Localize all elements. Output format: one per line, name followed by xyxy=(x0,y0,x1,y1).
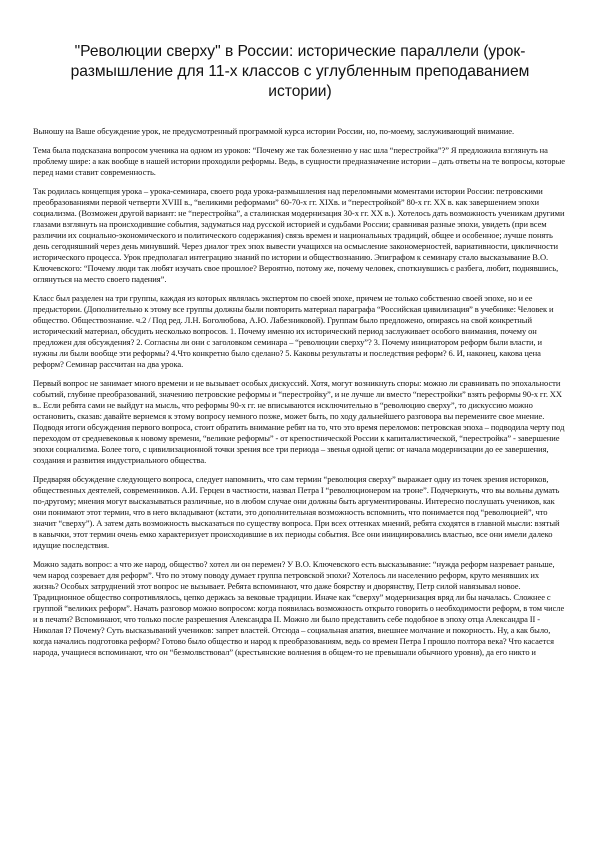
paragraph-5: Первый вопрос не занимает много времени и не вызывает особых дискуссий. Хотя, могут возникнуть споры: можно ли сравнивать по эпохальности событий, глубине преобразований, значению петровские реформы и “перестройку”, и не лучше ли вместо “перестройки” взять реформы 90-х гг. XX в.. Если ребята сами не выйдут на мысль, что реформы 90-х гг. не вписываются исключительно в “революцию сверху”, то дискуссию можно остановить, сказав: давайте вернемся к этому вопросу немного позже, может быть, по ходу дальнейшего разговора вы перемените свое мнение. Подводя итоги обсуждения первого вопроса, стоит обратить внимание ребят на то, что это время переломов: петровская эпоха – подводила черту под переходом от средневековья к новому времени, “великие реформы” - от крепостнической России к капиталистической, “перестройка” - завершение эпохи социализма. Более того, с цивилизационной точки зрения все три периода – звенья одной цепи: от начала модернизации до ее завершения, создания и развития индустриального общества. xyxy=(33,378,565,465)
paragraph-4: Класс был разделен на три группы, каждая из которых являлась экспертом по своей эпохе, причем не только собственно своей эпохе, но и ее предыстории. (Дополнительно к этому все группы должны были повторить материал параграфа “Российская цивилизация” в учебнике: Человек и общество. Обществознание. ч.2 / Под ред. Л.Н. Боголюбова, А.Ю. Лабезниковой). Группам было предложено, опираясь на свой конкретный исторический материал, обсудить несколько вопросов. 1. Почему именно их исторический период заслуживает особого внимания, почему он предложен для обсуждения? 2. Согласны ли они с заголовком семинара – “революции сверху”? 3. Почему инициатором реформ были власти, и нужны ли были вообще эти реформы? 4.Что конкретно было сделано? 5. Каковы результаты и последствия реформ? 6. И, наконец, какова цена реформ? Семинар рассчитан на два урока. xyxy=(33,293,554,369)
paragraph-1: Выношу на Ваше обсуждение урок, не предусмотренный программой курса истории России, но, по-моему, заслуживающий внимание. xyxy=(33,126,515,136)
paragraph-3: Так родилась концепция урока – урока-семинара, своего рода урока-размышления над переломными моментами истории России: петровскими преобразованиями первой четверти XVIII в., “великими реформами” 60-70-х гг. XIXв. и “перестройкой” 80-х гг. XX в. как завершением эпохи социализма. (Возможен другой вариант: не “перестройка”, а сталинская модернизация 30-х гг. XX в.). Хотелось дать возможность ученикам другими глазами взглянуть на происходившие события, задуматься над русской историей и судьбами России; сравнивая разные эпохи, увидеть (при всем различии их социально-экономического и политического содержания) связь времен и национальных традиций, общее и особенное; лучше понять день сегодняшний через день минувший. Через диалог трех эпох вывести учащихся на осмысление закономерностей, вариативности, цикличности исторического процесса. Урок предполагал интеграцию знаний по истории и обществознанию. Эпиграфом к семинару стало высказывание В.О. Ключевского: “Почему люди так любят изучать свое прошлое? Вероятно, потому же, почему человек, споткнувшись с разбега, любит, поднявшись, оглянуться на место своего падения”. xyxy=(33,186,565,284)
paragraph-6: Предваряя обсуждение следующего вопроса, следует напомнить, что сам термин “революция сверху” выражает одну из точек зрения историков, общественных деятелей, современников. А.И. Герцен в частности, назвал Петра I “революционером на троне”. Подчеркнуть, что вы вольны думать по-другому; мнения могут высказываться различные, но в любом случае они должны быть аргументированы. Интересно послушать учеников, как они понимают этот термин, что в него вкладывают (кстати, это дополнительная возможность вспомнить, что понимается под “революцией”, что значит “сверху”). А затем дать возможность высказаться по существу вопроса. При всех оттенках мнений, ребята сходятся в главной мысли: взятый в кавычки, этот термин очень емко характеризует происходившие в их периоды события. Все они инициировались властью, все они имели далеко идущие последствия. xyxy=(33,474,560,550)
document-title: "Революции сверху" в России: исторические параллели (урок-размышление для 11-х классов с углубленным преподаванием истории) xyxy=(70,43,530,100)
paragraph-2: Тема была подсказана вопросом ученика на одном из уроков: “Почему же так болезненно у нас шла “перестройка”?” Я предложила взглянуть на проблему шире: а как вообще в нашей истории проходили реформы. Ведь, в сущности предназначение истории – дать ответы на те вопросы, которые перед нами ставит современность. xyxy=(33,145,566,177)
paragraph-7: Можно задать вопрос: а что же народ, общество? хотел ли он перемен? У В.О. Ключевского есть высказывание: “нужда реформ назревает раньше, чем народ созревает для реформ”. Что по этому поводу думает группа петровской эпохи? Хотелось ли населению реформ, круто менявших их жизнь? Особых затруднений этот вопрос не вызывает. Ребята вспоминают, что даже боярству и дворянству, Петр силой навязывал новое. Традиционное общество сопротивлялось, цепко держась за вековые традиции. Иначе как “сверху” модернизация вряд ли бы началась. Сложнее с группой “великих реформ”. Начать разговор можно вопросом: когда появилась возможность открыто говорить о необходимости реформ, в том числе и в печати? Вспоминают, что только после разрешения Александра II. Можно ли было представить себе подобное в эпоху отца Александра II - Николая I? Почему? Суть высказываний учеников: запрет властей. Отсюда – социальная апатия, внешнее молчание и покорность. Ну, а как было, когда начались подготовка реформ? Готово было общество и народ к преобразованиям, ведь со времен Петра I прошло полтора века? Что касается народа, учащиеся вспоминают, что он “безмолвствовал” (крестьянские волнения в общем-то не превышали обычного уровня), да его никто и xyxy=(33,559,565,657)
document-body xyxy=(33,126,565,666)
